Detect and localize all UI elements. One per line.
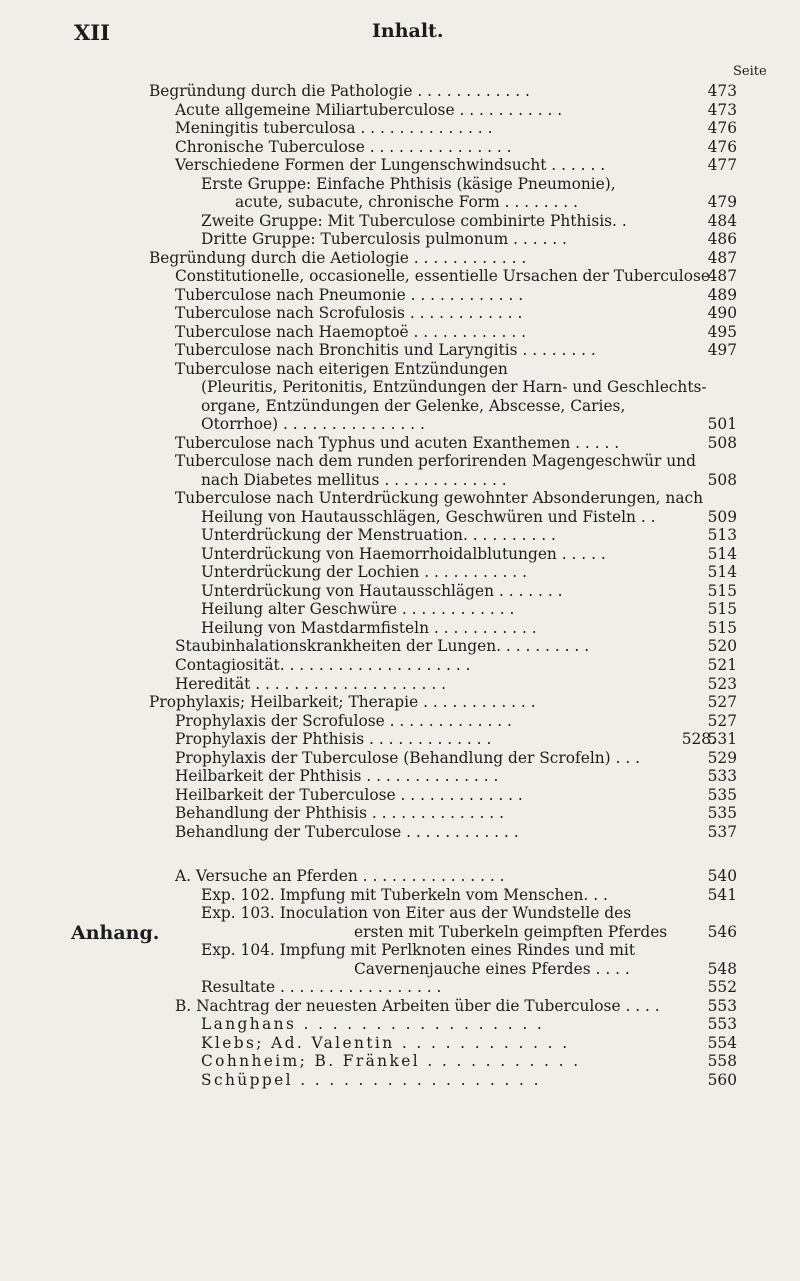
toc-entry-page: 521 — [707, 655, 737, 674]
toc-entry-text: Langhans . . . . . . . . . . . . . . . . . — [201, 1015, 545, 1034]
toc-entry-text: Prophylaxis der Scrofulose . . . . . . . . . . . . . — [175, 711, 512, 730]
toc-entry-extra-page: 528. — [681, 730, 716, 749]
toc-entry — [0, 904, 800, 923]
toc-entry-text: Staubinhalationskrankheiten der Lungen. . . . . . . . . . — [175, 637, 590, 656]
toc-entry-page: 476 — [707, 137, 737, 156]
toc-entry-page: 535 — [707, 804, 737, 823]
toc-entry-page: 540 — [707, 867, 737, 886]
toc-entry — [0, 767, 800, 786]
toc-entry-page: 484 — [707, 211, 737, 230]
toc-entry-page: 529 — [707, 748, 737, 767]
toc-entry-text: Tuberculose nach Scrofulosis . . . . . . . . . . . . — [175, 304, 523, 323]
toc-entry-text: Zweite Gruppe: Mit Tuberculose combinirte Phthisis. . — [201, 211, 627, 230]
toc-entry-page: 535 — [707, 785, 737, 804]
toc-entry-text: Prophylaxis der Phthisis . . . . . . . . . . . . . — [175, 730, 492, 749]
toc-entry-text: Unterdrückung von Hautausschlägen . . . . . . . — [201, 581, 563, 600]
appendix-heading: Anhang. — [71, 922, 160, 944]
toc-entry-page: 487 — [707, 267, 737, 286]
toc-entry-page: 479 — [707, 193, 737, 212]
toc-entry-page: 490 — [707, 304, 737, 323]
toc-entry — [0, 360, 800, 379]
toc-entry-page: 541 — [707, 885, 737, 904]
toc-entry-page: 515 — [707, 618, 737, 637]
toc-entry — [0, 82, 800, 101]
toc-entry-text: nach Diabetes mellitus . . . . . . . . . . . . . — [201, 470, 507, 489]
toc-entry — [0, 341, 800, 360]
toc-entry-text: Tuberculose nach Bronchitis und Laryngitis . . . . . . . . — [175, 341, 596, 360]
toc-entry-text: A. Versuche an Pferden . . . . . . . . . . . . . . . — [175, 867, 505, 886]
toc-entry-page: 508 — [707, 433, 737, 452]
toc-entry — [0, 323, 800, 342]
toc-entry — [0, 434, 800, 453]
toc-entry-text: Prophylaxis; Heilbarkeit; Therapie . . . . . . . . . . . . — [149, 693, 536, 712]
toc-entry — [0, 397, 800, 416]
toc-entry — [0, 175, 800, 194]
toc-entry-page: 515 — [707, 581, 737, 600]
toc-entry-text: Verschiedene Formen der Lungenschwindsucht . . . . . . — [175, 156, 606, 175]
toc-entry — [0, 786, 800, 805]
toc-entry-text: Acute allgemeine Miliartuberculose . . . . . . . . . . . — [175, 100, 563, 119]
toc-entry — [0, 452, 800, 471]
toc-entry-page: 552 — [707, 978, 737, 997]
toc-entry-page: 531 — [707, 730, 737, 749]
toc-entry — [0, 508, 800, 527]
toc-entry-text: Heredität . . . . . . . . . . . . . . . . . . . . — [175, 674, 447, 693]
toc-entry-page: 509 — [707, 507, 737, 526]
toc-entry-text: ersten mit Tuberkeln geimpften Pferdes — [354, 922, 668, 941]
appendix-gap — [0, 841, 800, 867]
toc-entry-text: Heilbarkeit der Tuberculose . . . . . . . . . . . . . — [175, 785, 523, 804]
toc-entry — [0, 978, 800, 997]
toc-entry — [0, 886, 800, 905]
toc-entry — [0, 1015, 800, 1034]
toc-entry — [0, 267, 800, 286]
toc-entry — [0, 378, 800, 397]
toc-entry — [0, 526, 800, 545]
toc-entry-text: Behandlung der Phthisis . . . . . . . . . . . . . . — [175, 804, 504, 823]
toc-entry-text: Cohnheim; B. Fränkel . . . . . . . . . . . — [201, 1052, 581, 1071]
toc-entry — [0, 1034, 800, 1053]
toc-entry-text: Unterdrückung der Lochien . . . . . . . . . . . — [201, 563, 527, 582]
toc-entry — [0, 823, 800, 842]
toc-entry-page: 527 — [707, 693, 737, 712]
toc-entry-text: Heilung von Hautausschlägen, Geschwüren und Fisteln . . — [201, 507, 656, 526]
toc-entry-text: Schüppel . . . . . . . . . . . . . . . . . — [201, 1070, 541, 1089]
toc-entry-page: 501 — [707, 415, 737, 434]
toc-entry-text: Tuberculose nach Haemoptoë . . . . . . . . . . . . — [175, 322, 527, 341]
toc-entry — [0, 249, 800, 268]
toc-entry-page: 515 — [707, 600, 737, 619]
toc-entry-page: 486 — [707, 230, 737, 249]
toc-entry-text: Tuberculose nach Unterdrückung gewohnter Absonderungen, nach — [175, 489, 704, 508]
toc-entry — [0, 156, 800, 175]
toc-entry-text: Prophylaxis der Tuberculose (Behandlung der Scrofeln) . . . — [175, 748, 641, 767]
toc-entry-page: 548 — [707, 959, 737, 978]
toc-entry-page: 473 — [707, 100, 737, 119]
toc-entry — [0, 138, 800, 157]
toc-entry — [0, 997, 800, 1016]
running-head: Inhalt. — [372, 20, 444, 42]
toc-entry-text: Unterdrückung von Haemorrhoidalblutungen . . . . . — [201, 544, 606, 563]
toc-entry-text: Heilbarkeit der Phthisis . . . . . . . . . . . . . . — [175, 767, 499, 786]
toc-entry-text: Constitutionelle, occasionelle, essentielle Ursachen der Tuberculose — [175, 267, 710, 286]
toc-entry-page: 553 — [707, 996, 737, 1015]
toc-entry-page: 537 — [707, 822, 737, 841]
toc-entry-text: Resultate . . . . . . . . . . . . . . . . . — [201, 978, 442, 997]
toc-entry — [0, 563, 800, 582]
toc-entry-text: Tuberculose nach Typhus und acuten Exanthemen . . . . . — [175, 433, 620, 452]
toc-entry-text: Exp. 103. Inoculation von Eiter aus der Wundstelle des — [201, 904, 632, 923]
toc-entry-page: 514 — [707, 544, 737, 563]
page-header — [0, 14, 800, 45]
toc-entry-text: Cavernenjauche eines Pferdes . . . . — [354, 959, 630, 978]
toc-entry — [0, 675, 800, 694]
toc-entry-page: 553 — [707, 1015, 737, 1034]
toc-entry — [0, 804, 800, 823]
toc-entry — [0, 693, 800, 712]
toc-entry-text: Tuberculose nach eiterigen Entzündungen — [175, 359, 508, 378]
toc-entry-text: Heilung von Mastdarmfisteln . . . . . . . . . . . — [201, 618, 537, 637]
toc-entry-page: 520 — [707, 637, 737, 656]
toc-entry — [0, 119, 800, 138]
toc-entry — [0, 619, 800, 638]
toc-entry — [0, 230, 800, 249]
toc-entry-page: 533 — [707, 767, 737, 786]
toc-entry-page: 489 — [707, 285, 737, 304]
toc-entry-text: Exp. 104. Impfung mit Perlknoten eines Rindes und mit — [201, 941, 636, 960]
toc-entry-text: Erste Gruppe: Einfache Phthisis (käsige Pneumonie), — [201, 174, 616, 193]
toc-entry-text: Dritte Gruppe: Tuberculosis pulmonum . . . . . . — [201, 230, 567, 249]
toc-entry — [0, 212, 800, 231]
page-column-label: Seite — [733, 64, 767, 79]
toc-entry-text: Chronische Tuberculose . . . . . . . . . . . . . . . — [175, 137, 512, 156]
toc-entry-text: Heilung alter Geschwüre . . . . . . . . . . . . — [201, 600, 515, 619]
toc-entry-text: Begründung durch die Aetiologie . . . . . . . . . . . . — [149, 248, 527, 267]
toc-entry — [0, 101, 800, 120]
toc-entry — [0, 730, 800, 749]
toc-entry-page: 527 — [707, 711, 737, 730]
toc-entry — [0, 867, 800, 886]
toc-entry — [0, 960, 800, 979]
toc-entry — [0, 600, 800, 619]
toc-entry-page: 473 — [707, 82, 737, 100]
toc-entry — [0, 712, 800, 731]
toc-entry-page: 508 — [707, 470, 737, 489]
toc-entry-text: Unterdrückung der Menstruation. . . . . . . . . . — [201, 526, 556, 545]
toc-entry — [0, 286, 800, 305]
toc-entry-page: 560 — [707, 1070, 737, 1089]
toc-entry-text: (Pleuritis, Peritonitis, Entzündungen der Harn- und Geschlechts- — [201, 378, 707, 397]
toc-entry-text: Contagiosität. . . . . . . . . . . . . . . . . . . . — [175, 655, 471, 674]
toc-entry-page: 558 — [707, 1052, 737, 1071]
toc-entry — [0, 489, 800, 508]
toc-entry — [0, 637, 800, 656]
toc-entry — [0, 656, 800, 675]
toc-entry-page: 554 — [707, 1033, 737, 1052]
toc-entry-text: B. Nachtrag der neuesten Arbeiten über die Tuberculose . . . . — [175, 996, 660, 1015]
toc-entry-text: Exp. 102. Impfung mit Tuberkeln vom Menschen. . . — [201, 885, 608, 904]
toc-entry — [0, 193, 800, 212]
toc-entry-page: 514 — [707, 563, 737, 582]
toc-entry-page: 497 — [707, 341, 737, 360]
toc-entry-text: organe, Entzündungen der Gelenke, Abscesse, Caries, — [201, 396, 626, 415]
toc-entry-text: Tuberculose nach Pneumonie . . . . . . . . . . . . — [175, 285, 524, 304]
toc-entry-page: 523 — [707, 674, 737, 693]
toc-entry-text: Tuberculose nach dem runden perforirenden Magengeschwür und — [175, 452, 696, 471]
toc-entry-text: Klebs; Ad. Valentin . . . . . . . . . . . . — [201, 1033, 570, 1052]
toc-entry — [0, 749, 800, 768]
toc-entry-text: Meningitis tuberculosa . . . . . . . . . . . . . . — [175, 119, 493, 138]
toc-entry-text: Begründung durch die Pathologie . . . . . . . . . . . . — [149, 82, 530, 100]
page-number: XII — [74, 20, 110, 45]
toc-entry-page: 513 — [707, 526, 737, 545]
toc-entry-page: 476 — [707, 119, 737, 138]
toc-entry — [0, 1052, 800, 1071]
toc-entry-text: Behandlung der Tuberculose . . . . . . . . . . . . — [175, 822, 519, 841]
toc-entry-page: 546 — [707, 922, 737, 941]
toc-entry-text: Otorrhoe) . . . . . . . . . . . . . . . — [201, 415, 425, 434]
toc-entry — [0, 415, 800, 434]
toc-entry — [0, 582, 800, 601]
toc-entry — [0, 1071, 800, 1090]
toc-entry — [0, 304, 800, 323]
toc-entry — [0, 471, 800, 490]
toc-entry-page: 487 — [707, 248, 737, 267]
toc-entry-text: acute, subacute, chronische Form . . . . . . . . — [235, 193, 578, 212]
toc-entry-page: 495 — [707, 322, 737, 341]
toc-entry-page: 477 — [707, 156, 737, 175]
toc-entry — [0, 545, 800, 564]
